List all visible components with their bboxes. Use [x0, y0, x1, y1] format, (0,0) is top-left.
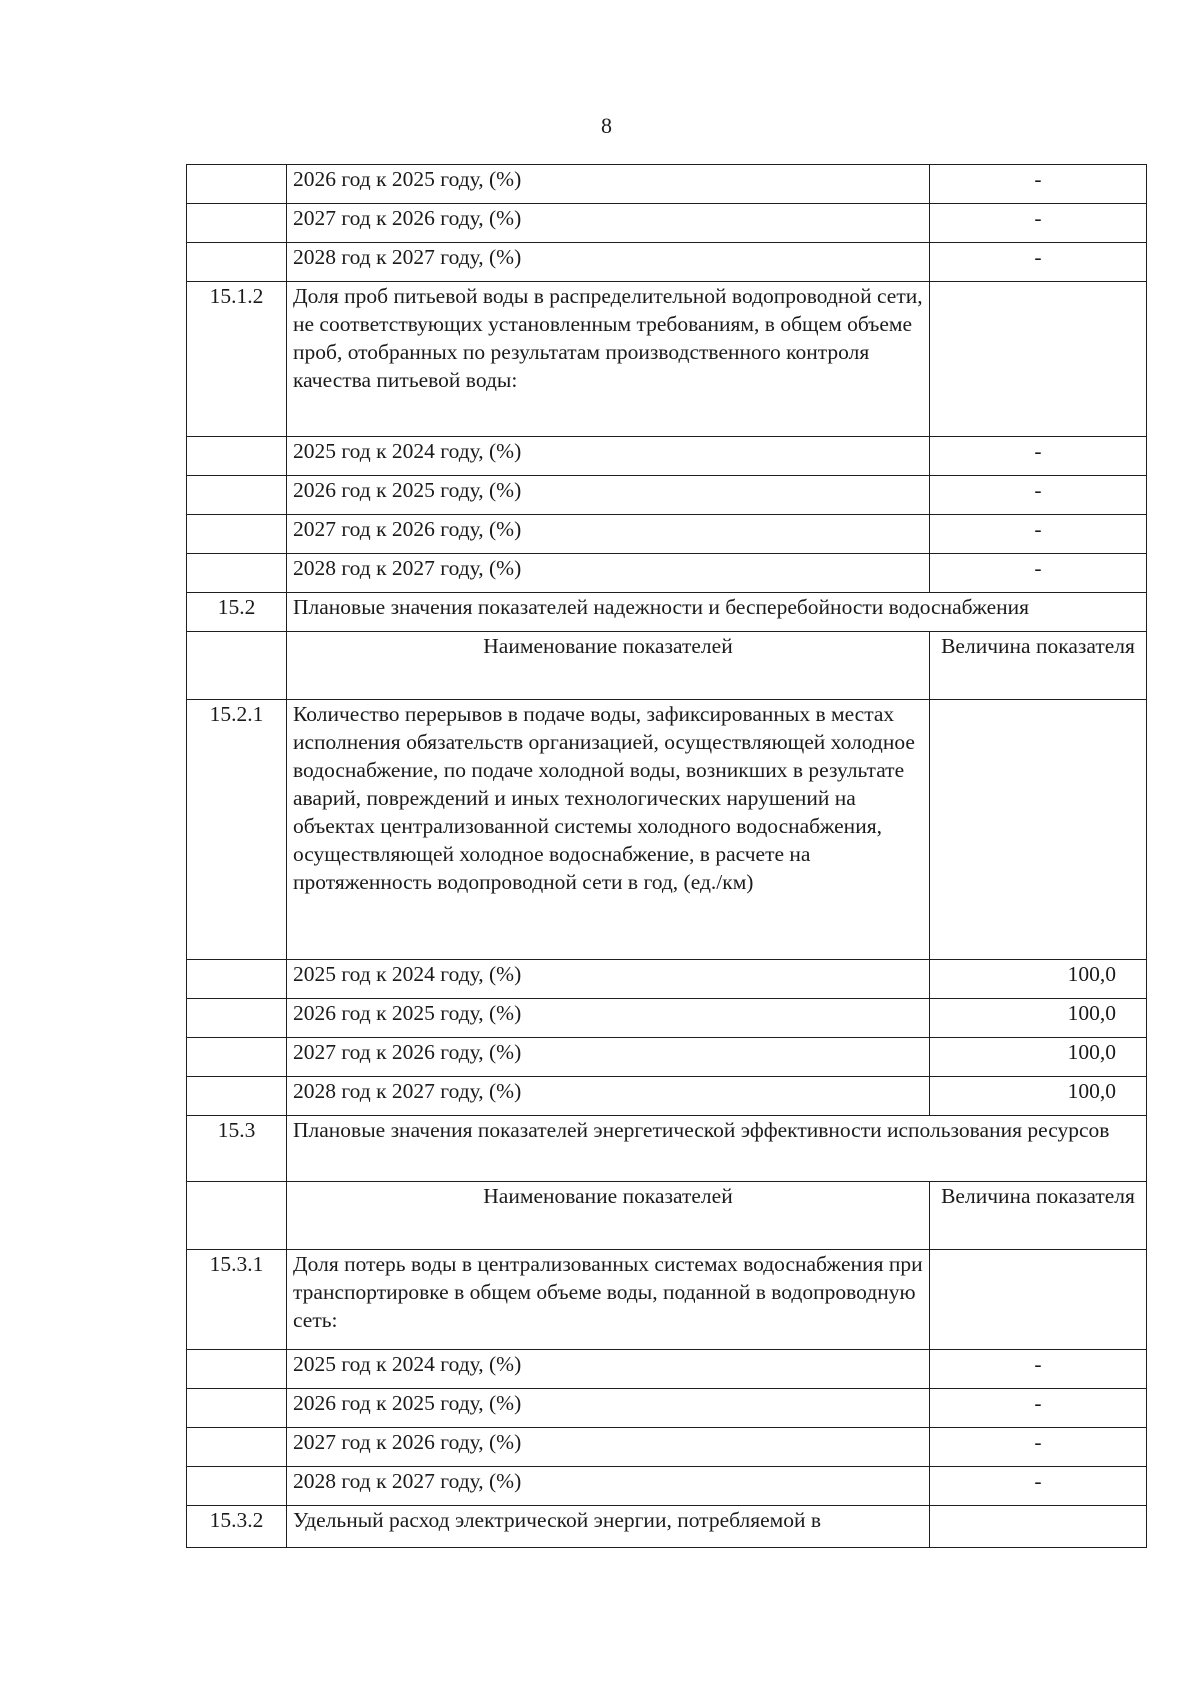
row-number-cell: [187, 165, 287, 204]
row-value: -: [930, 165, 1147, 204]
row-value: -: [930, 1467, 1147, 1506]
section-number: 15.3.1: [187, 1250, 287, 1350]
row-number-cell: [187, 243, 287, 282]
row-number-cell: [187, 1182, 287, 1250]
header-indicator-name: Наименование показателей: [287, 632, 930, 700]
row-description: 2025 год к 2024 году, (%): [287, 960, 930, 999]
row-description: 2026 год к 2025 году, (%): [287, 165, 930, 204]
section-number: 15.3: [187, 1116, 287, 1182]
row-number-cell: [187, 632, 287, 700]
row-value: -: [930, 554, 1147, 593]
row-value: -: [930, 515, 1147, 554]
row-value: 100,0: [930, 1077, 1147, 1116]
row-number-cell: [187, 554, 287, 593]
section-number: 15.1.2: [187, 282, 287, 437]
table-row: [187, 243, 1147, 282]
row-number-cell: [187, 999, 287, 1038]
row-value: 100,0: [930, 960, 1147, 999]
row-value: -: [930, 1389, 1147, 1428]
row-description: 2028 год к 2027 году, (%): [287, 1467, 930, 1506]
table-row: [187, 1250, 1147, 1350]
table-row: [187, 1077, 1147, 1116]
table-row: [187, 700, 1147, 960]
table-row: [187, 1350, 1147, 1389]
row-description: 2028 год к 2027 году, (%): [287, 243, 930, 282]
row-value: -: [930, 1428, 1147, 1467]
table-row: [187, 437, 1147, 476]
indicators-table: [186, 164, 1147, 1548]
row-value: [930, 700, 1147, 960]
section-number: 15.2: [187, 593, 287, 632]
table-row: [187, 1467, 1147, 1506]
row-description: 2025 год к 2024 году, (%): [287, 437, 930, 476]
row-number-cell: [187, 476, 287, 515]
row-description: 2028 год к 2027 году, (%): [287, 1077, 930, 1116]
table-row: [187, 1116, 1147, 1182]
table-row: [187, 960, 1147, 999]
row-number-cell: [187, 1350, 287, 1389]
row-number-cell: [187, 1077, 287, 1116]
row-number-cell: [187, 1428, 287, 1467]
table-row: [187, 1428, 1147, 1467]
table-row: [187, 554, 1147, 593]
indicator-description: Доля потерь воды в централизованных системах водоснабжения при транспортировке в общем объеме воды, поданной в водопроводную сеть:: [287, 1250, 930, 1350]
section-number: 15.3.2: [187, 1506, 287, 1548]
row-number-cell: [187, 204, 287, 243]
row-value: -: [930, 437, 1147, 476]
row-description: 2026 год к 2025 году, (%): [287, 999, 930, 1038]
indicator-description: Доля проб питьевой воды в распределительной водопроводной сети, не соответствующих установленным требованиям, в общем объеме проб, отобранных по результатам производственного контроля качества питьевой воды:: [287, 282, 930, 437]
row-number-cell: [187, 1038, 287, 1077]
table-row: [187, 476, 1147, 515]
row-description: 2027 год к 2026 году, (%): [287, 515, 930, 554]
table-row: [187, 999, 1147, 1038]
row-description: 2026 год к 2025 году, (%): [287, 476, 930, 515]
table-row: [187, 165, 1147, 204]
table-row: [187, 515, 1147, 554]
indicator-description: Удельный расход электрической энергии, потребляемой в: [287, 1506, 930, 1548]
row-value: -: [930, 1350, 1147, 1389]
row-number-cell: [187, 437, 287, 476]
row-description: 2026 год к 2025 году, (%): [287, 1389, 930, 1428]
row-description: 2025 год к 2024 году, (%): [287, 1350, 930, 1389]
table-row: [187, 1389, 1147, 1428]
header-indicator-name: Наименование показателей: [287, 1182, 930, 1250]
row-number-cell: [187, 1389, 287, 1428]
row-number-cell: [187, 515, 287, 554]
row-value: [930, 282, 1147, 437]
table-row: [187, 282, 1147, 437]
section-number: 15.2.1: [187, 700, 287, 960]
header-indicator-value: Величина показателя: [930, 1182, 1147, 1250]
row-value: -: [930, 476, 1147, 515]
row-value: -: [930, 243, 1147, 282]
table-header-row: [187, 1182, 1147, 1250]
header-indicator-value: Величина показателя: [930, 632, 1147, 700]
row-value: -: [930, 204, 1147, 243]
row-value: [930, 1506, 1147, 1548]
table-header-row: [187, 632, 1147, 700]
indicator-description: Количество перерывов в подаче воды, зафиксированных в местах исполнения обязательств организацией, осуществляющей холодное водоснабжение, по подаче холодной воды, возникших в результате аварий, повреждений и иных технологических нарушений на объектах централизованной системы холодного водоснабжения, осуществляющей холодное водоснабжение, в расчете на протяженность водопроводной сети в год, (ед./км): [287, 700, 930, 960]
table-row: [187, 593, 1147, 632]
row-description: 2028 год к 2027 году, (%): [287, 554, 930, 593]
table-row: [187, 1506, 1147, 1548]
table-row: [187, 1038, 1147, 1077]
row-number-cell: [187, 960, 287, 999]
row-value: 100,0: [930, 999, 1147, 1038]
row-value: 100,0: [930, 1038, 1147, 1077]
row-description: 2027 год к 2026 году, (%): [287, 1038, 930, 1077]
page-number: 8: [601, 113, 612, 138]
section-title: Плановые значения показателей энергетической эффективности использования ресурсов: [287, 1116, 1147, 1182]
row-number-cell: [187, 1467, 287, 1506]
row-value: [930, 1250, 1147, 1350]
table-row: [187, 204, 1147, 243]
section-title: Плановые значения показателей надежности и бесперебойности водоснабжения: [287, 593, 1147, 632]
row-description: 2027 год к 2026 году, (%): [287, 1428, 930, 1467]
row-description: 2027 год к 2026 году, (%): [287, 204, 930, 243]
